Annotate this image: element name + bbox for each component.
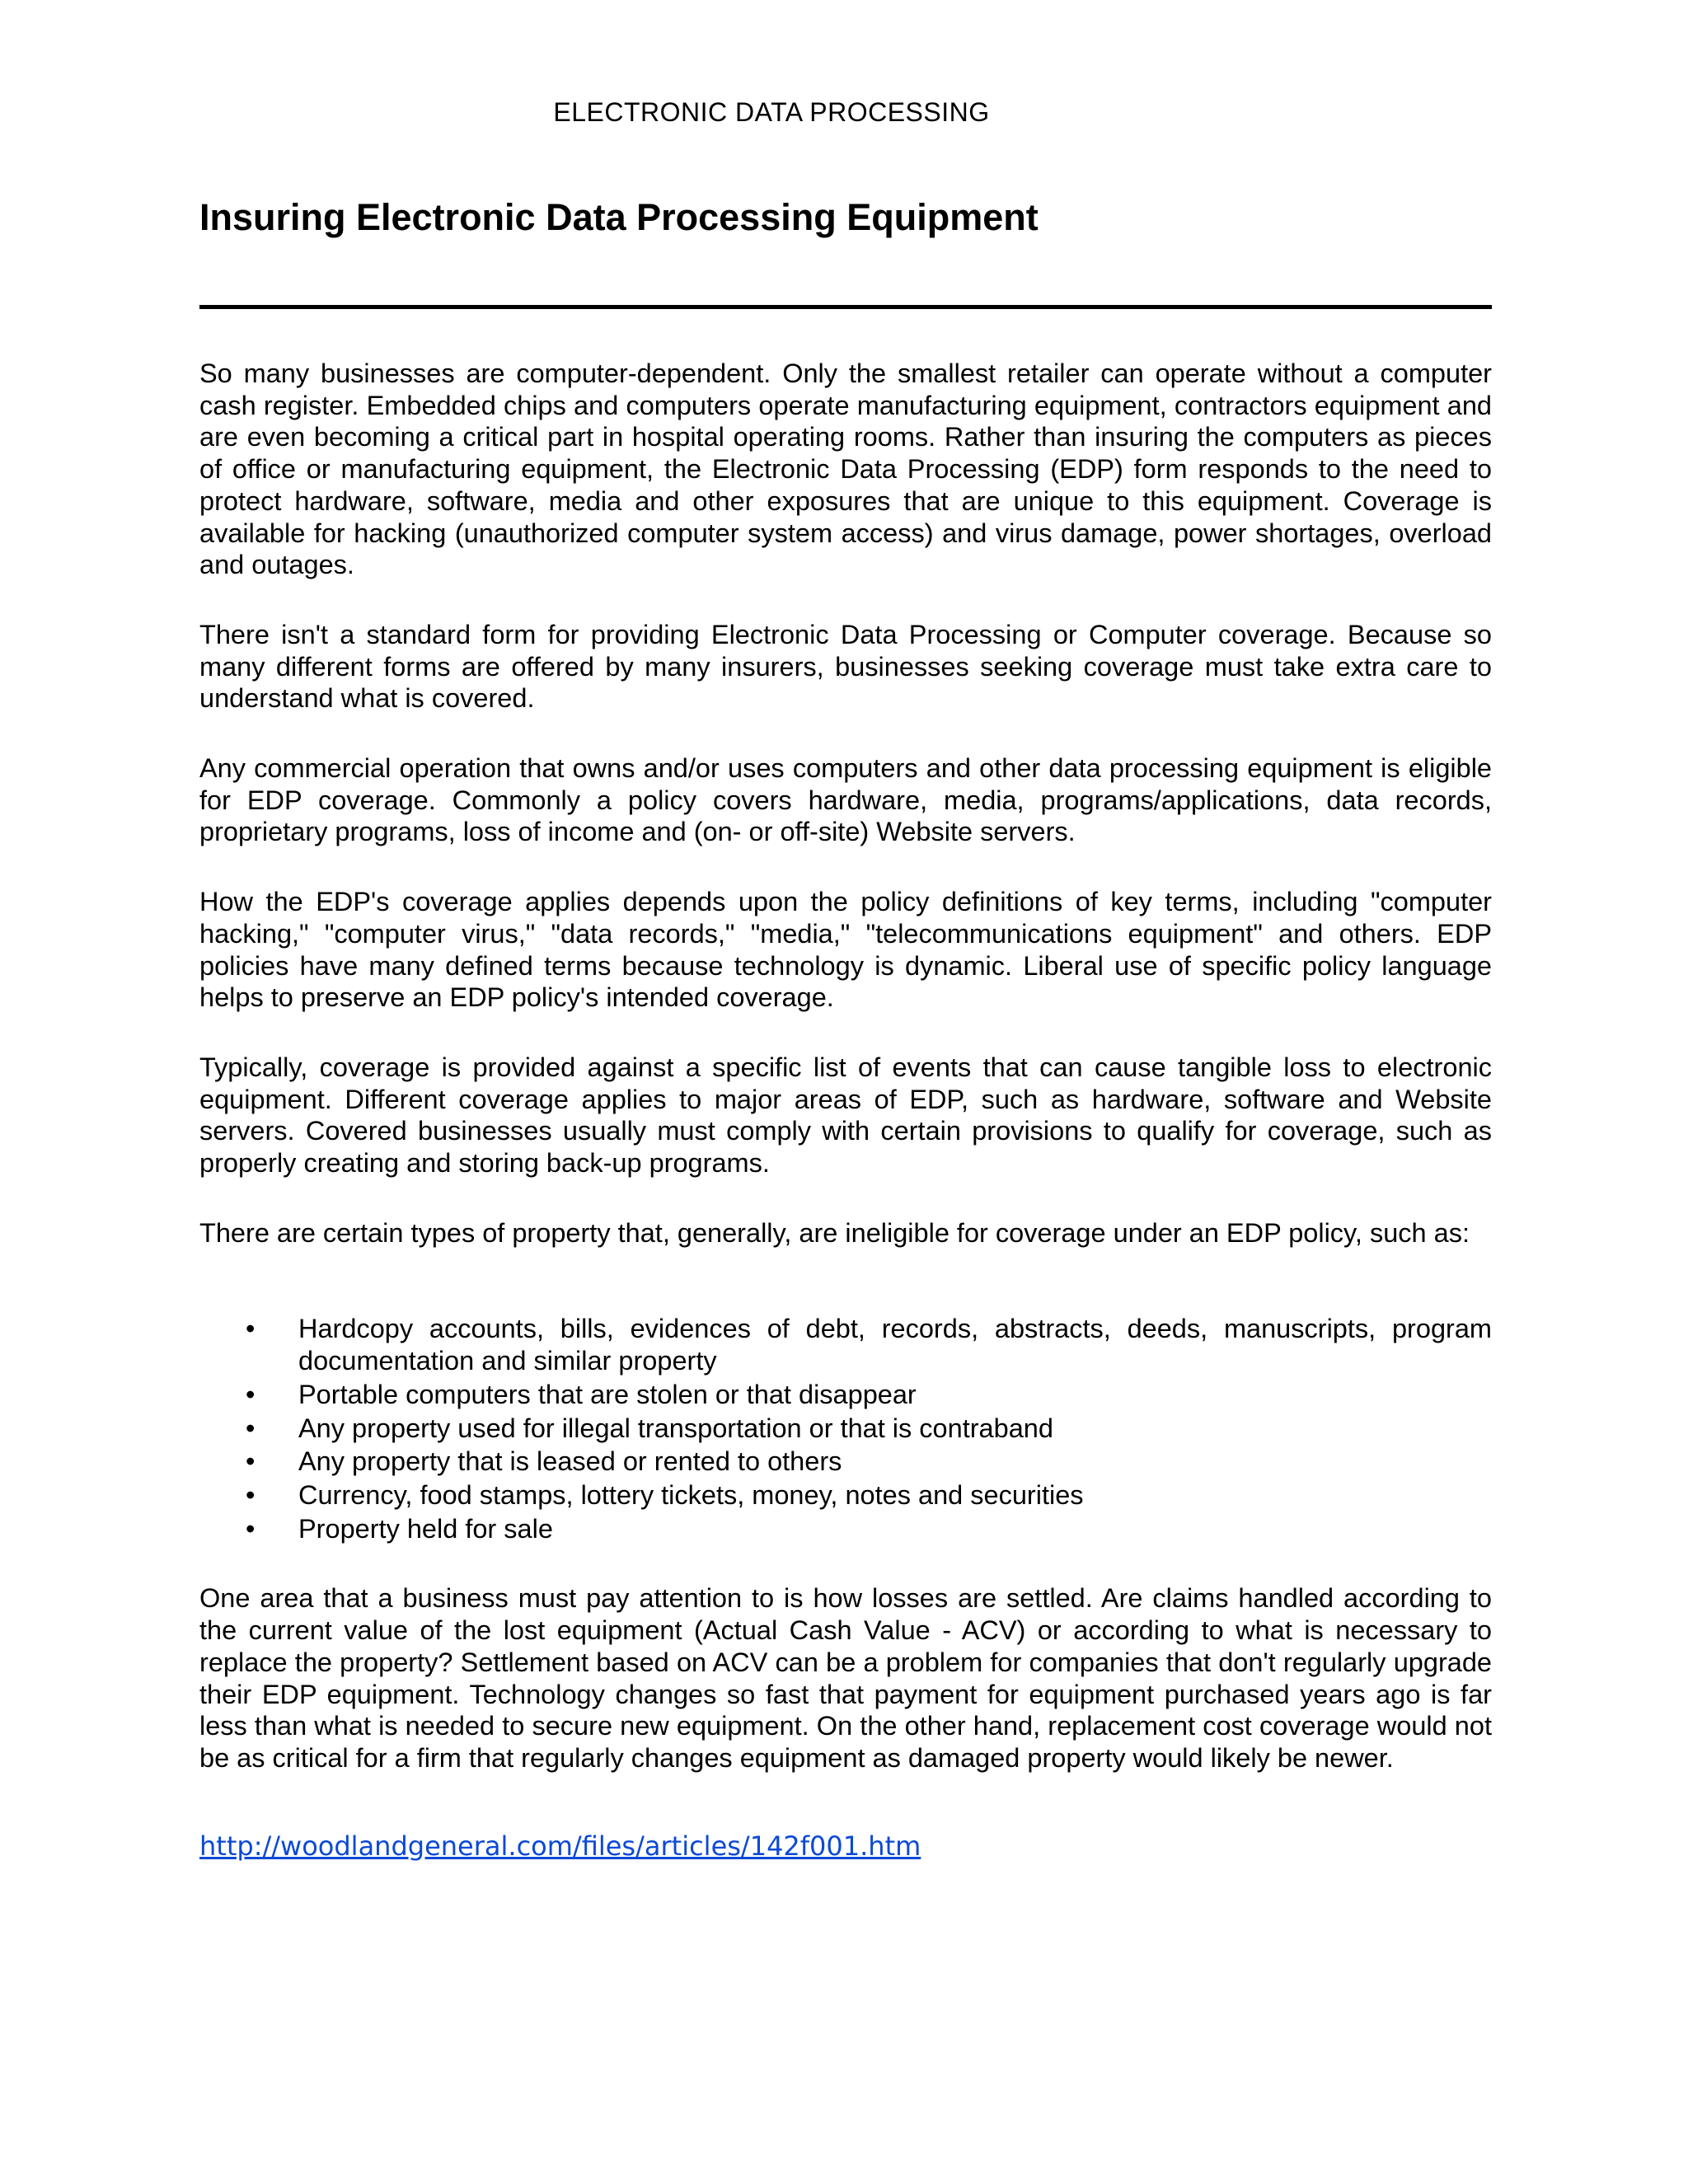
- paragraph-definitions: How the EDP's coverage applies depends upon the policy definitions of key terms, including "computer hacking," "computer virus," "data records," "media," "telecommunications equipment" and others. EDP policies have many defined terms because technology is dynamic. Liberal use of specific policy language helps to preserve an EDP policy's intended coverage.: [199, 887, 1492, 1013]
- list-item: [199, 1413, 1492, 1445]
- list-item-text: Currency, food stamps, lottery tickets, money, notes and securities: [298, 1479, 1084, 1510]
- title-divider: [199, 305, 1492, 309]
- source-link[interactable]: http://woodlandgeneral.com/files/articles/142f001.htm: [199, 1830, 921, 1862]
- paragraph-intro: So many businesses are computer-dependent. Only the smallest retailer can operate without a computer cash register. Embedded chips and computers operate manufacturing equipment, contractors equipment and are even becoming a critical part in hospital operating rooms. Rather than insuring the computers as pieces of office or manufacturing equipment, the Electronic Data Processing (EDP) form responds to the need to protect hardware, software, media and other exposures that are unique to this equipment. Coverage is available for hacking (unauthorized computer system access) and virus damage, power shortages, overload and outages.: [199, 359, 1492, 580]
- list-item-text: Hardcopy accounts, bills, evidences of debt, records, abstracts, deeds, manuscripts, program documentation and similar property: [298, 1314, 1492, 1376]
- document-body: [199, 358, 1492, 1862]
- document-title: Insuring Electronic Data Processing Equipment: [199, 196, 1039, 238]
- ineligible-property-list: [199, 1249, 1492, 1544]
- running-header: ELECTRONIC DATA PROCESSING: [553, 97, 990, 127]
- bullet-icon: •: [246, 1446, 256, 1477]
- paragraph-covered-events: Typically, coverage is provided against a specific list of events that can cause tangible loss to electronic equipment. Different coverage applies to major areas of EDP, such as hardware, software and Website servers. Covered businesses usually must comply with certain provisions to qualify for coverage, such as properly creating and storing back-up programs.: [199, 1052, 1492, 1179]
- list-item: [199, 1513, 1492, 1545]
- paragraph-loss-settlement: One area that a business must pay attention to is how losses are settled. Are claims handled according to the current value of the lost equipment (Actual Cash Value - ACV) or according to what is necessary to replace the property? Settlement based on ACV can be a problem for companies that don't regularly upgrade their EDP equipment. Technology changes so fast that payment for equipment purchased years ago is far less than what is needed to secure new equipment. On the other hand, replacement cost coverage would not be as critical for a firm that regularly changes equipment as damaged property would likely be newer.: [199, 1583, 1492, 1773]
- bullet-icon: •: [246, 1314, 256, 1344]
- bullet-icon: •: [246, 1413, 256, 1443]
- list-item: [199, 1446, 1492, 1478]
- bullet-icon: •: [246, 1379, 256, 1409]
- bullet-icon: •: [246, 1513, 256, 1544]
- list-item: [199, 1313, 1492, 1376]
- list-item-text: Any property used for illegal transportation or that is contraband: [298, 1413, 1053, 1443]
- list-item-text: Any property that is leased or rented to others: [298, 1446, 842, 1477]
- bullet-icon: •: [246, 1479, 256, 1510]
- list-item-text: Property held for sale: [298, 1513, 553, 1544]
- list-item: [199, 1379, 1492, 1411]
- list-item: [199, 1479, 1492, 1511]
- paragraph-no-standard-form: There isn't a standard form for providing Electronic Data Processing or Computer coverage. Because so many different forms are offered by many insurers, businesses seeking coverage must take extra care to understand what is covered.: [199, 619, 1492, 714]
- paragraph-ineligible-intro: There are certain types of property that, generally, are ineligible for coverage under an EDP policy, such as:: [199, 1217, 1470, 1248]
- paragraph-eligibility: Any commercial operation that owns and/or uses computers and other data processing equipment is eligible for EDP coverage. Commonly a policy covers hardware, media, programs/applications, data records, proprietary programs, loss of income and (on- or off-site) Website servers.: [199, 753, 1492, 847]
- list-item-text: Portable computers that are stolen or that disappear: [298, 1379, 917, 1409]
